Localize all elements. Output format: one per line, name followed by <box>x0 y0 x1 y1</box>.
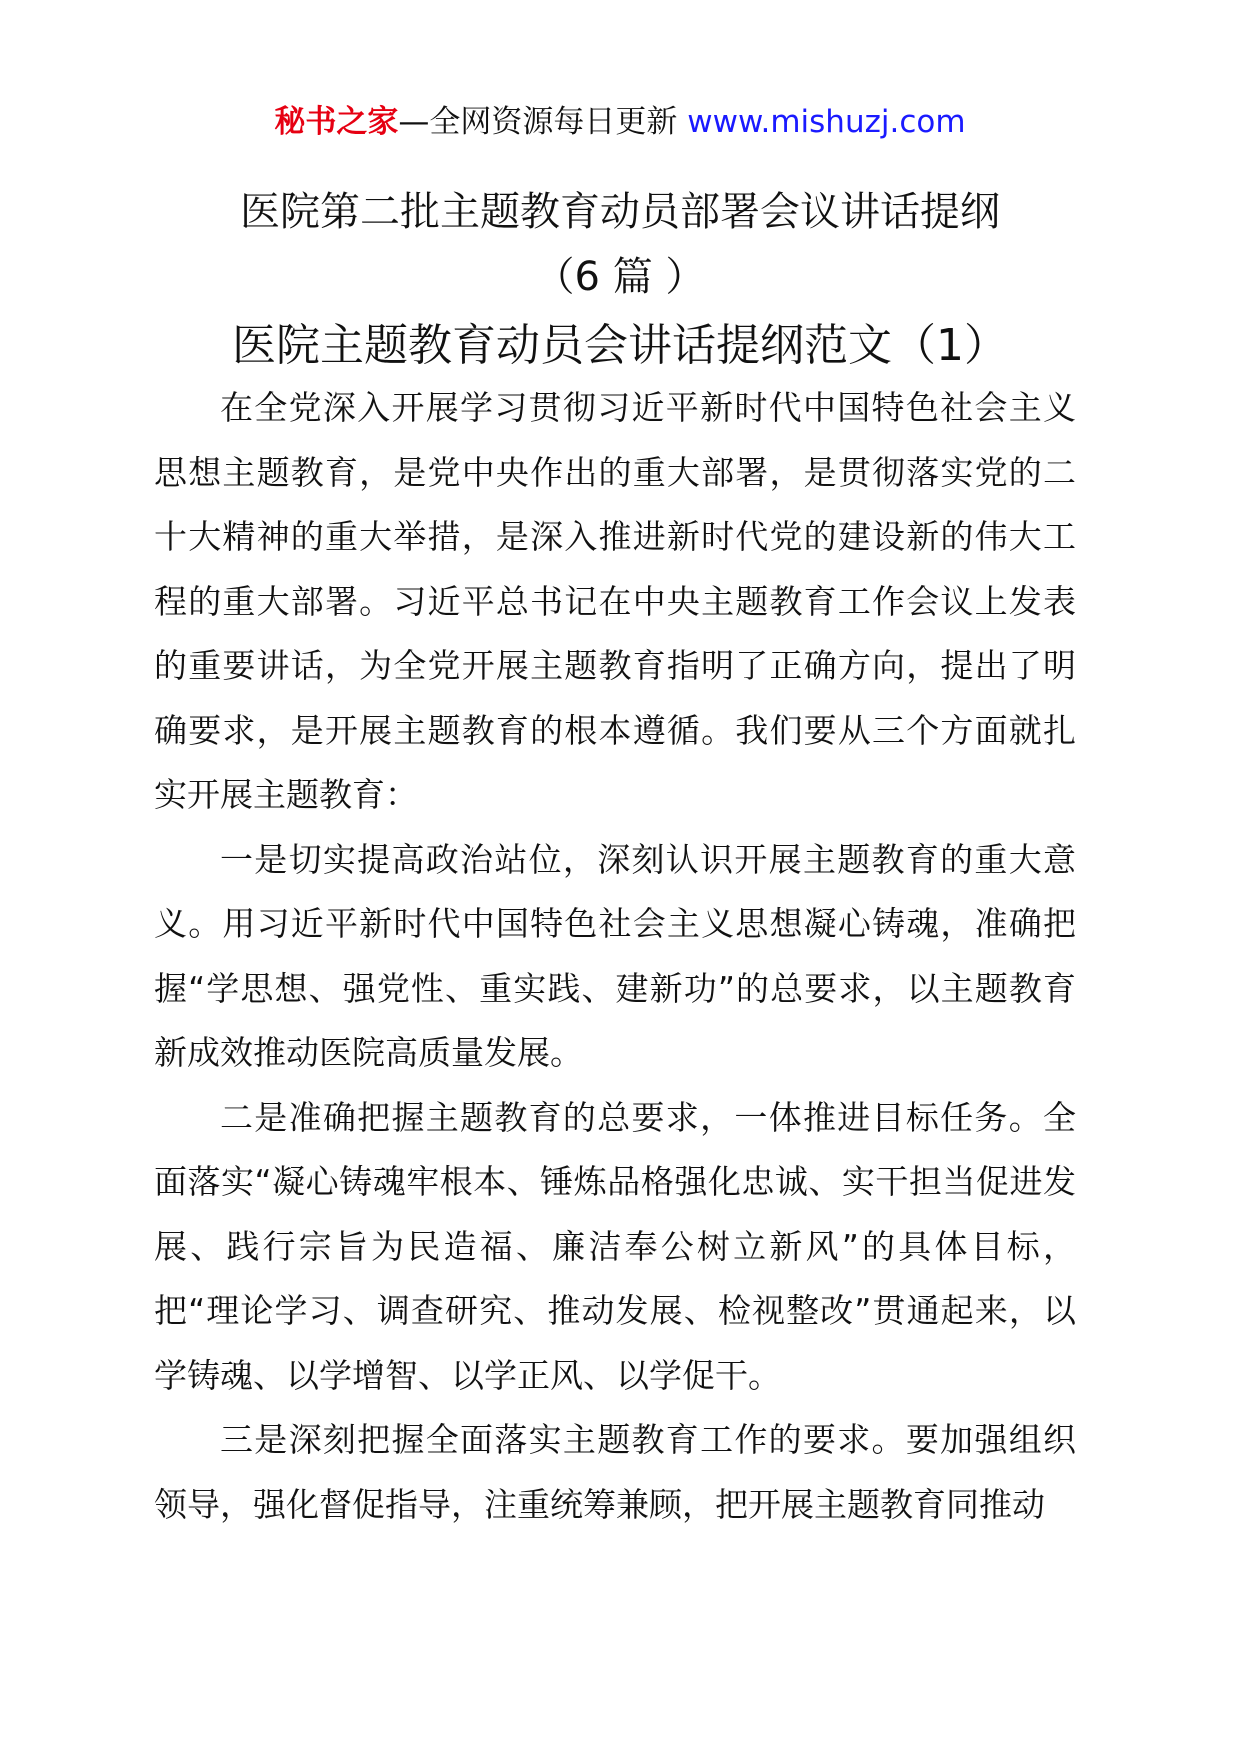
site-url-link[interactable]: www.mishuzj.com <box>677 104 966 140</box>
paragraph-point-2: 二是准确把握主题教育的总要求，一体推进目标任务。全面落实“凝心铸魂牢根本、锤炼品格强化忠诚、实干担当促进发展、践行宗旨为民造福、廉洁奉公树立新风”的具体目标，把“理论学习、调查研究、推动发展、检视整改”贯通起来，以学铸魂、以学增智、以学正风、以学促干。 <box>154 1097 1076 1395</box>
body-text <box>154 376 1076 1537</box>
site-header <box>0 100 1240 144</box>
document-title-count: （6 篇 ） <box>534 254 706 300</box>
paragraph-point-1: 一是切实提高政治站位，深刻认识开展主题教育的重大意义。用习近平新时代中国特色社会主义思想凝心铸魂，准确把握“学思想、强党性、重实践、建新功”的总要求，以主题教育新成效推动医院高质量发展。 <box>154 839 1076 1072</box>
site-slogan: —全网资源每日更新 <box>398 104 678 140</box>
section-heading: 医院主题教育动员会讲话提纲范文（1） <box>232 320 1008 371</box>
paragraph-point-3: 三是深刻把握全面落实主题教育工作的要求。要加强组织领导，强化督促指导，注重统筹兼顾，把开展主题教育同推动 <box>154 1420 1076 1524</box>
brand-name: 秘书之家 <box>274 104 399 140</box>
paragraph-intro: 在全党深入开展学习贯彻习近平新时代中国特色社会主义思想主题教育，是党中央作出的重大部署，是贯彻落实党的二十大精神的重大举措，是深入推进新时代党的建设新的伟大工程的重大部署。习近平总书记在中央主题教育工作会议上发表的重要讲话，为全党开展主题教育指明了正确方向，提出了明确要求，是开展主题教育的根本遵循。我们要从三个方面就扎实开展主题教育： <box>154 388 1076 814</box>
document-title: 医院第二批主题教育动员部署会议讲话提纲 <box>240 189 1000 235</box>
